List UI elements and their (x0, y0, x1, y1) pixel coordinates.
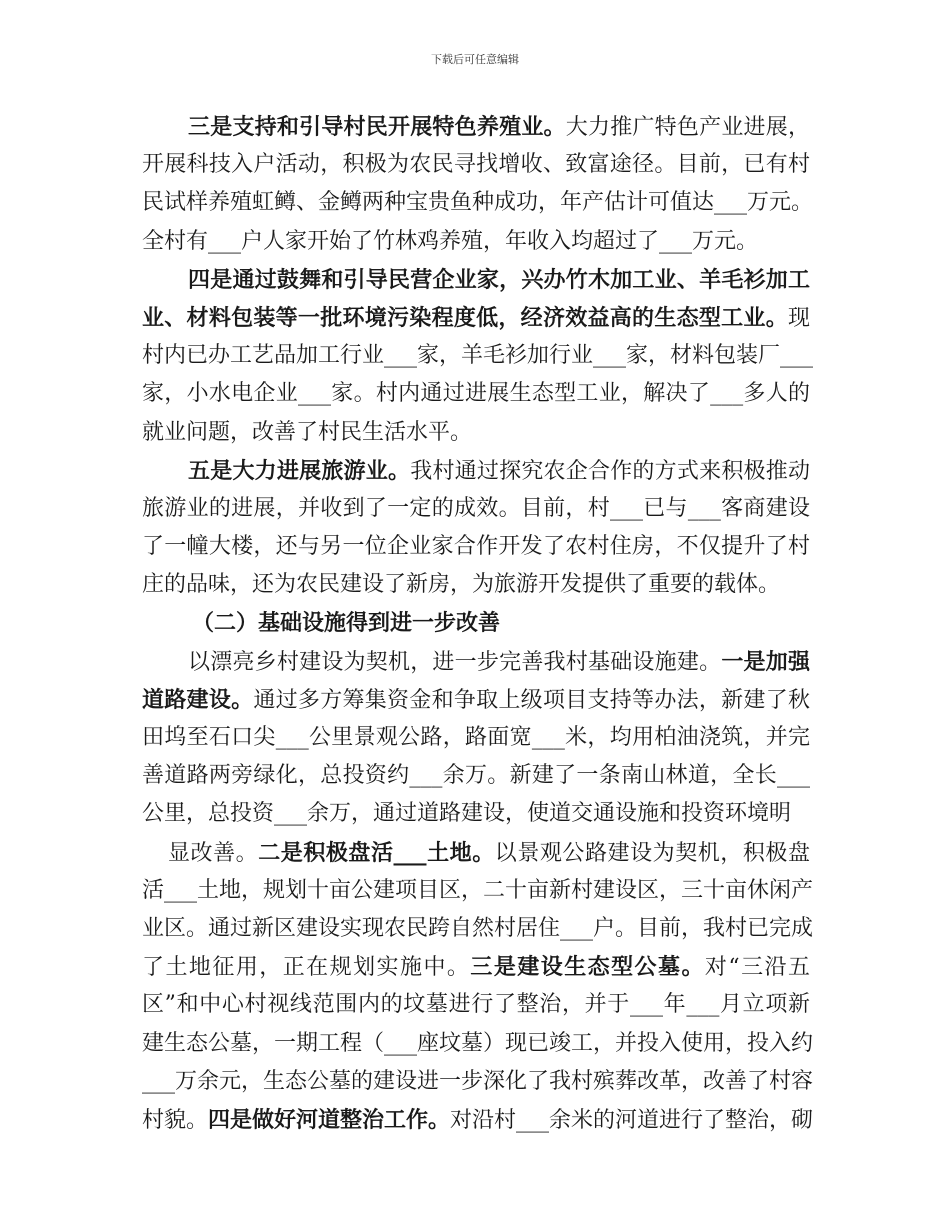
text-line (142, 566, 810, 604)
paragraph (142, 834, 814, 1140)
text-line (142, 414, 810, 452)
text-line (142, 1101, 814, 1139)
text-run: 现 (787, 305, 810, 331)
text-line (142, 490, 810, 528)
text-run: ___万余元，生态公墓的建设进一步深化了我村殡葬改革，改善了村容 (142, 1068, 814, 1094)
text-run: 建生态公墓，一期工程（___座坟墓）现已竣工，并投入使用，投入约 (142, 1030, 814, 1056)
text-run: 家，小水电企业___家。村内通过进展生态型工业，解决了___多人的 (142, 381, 810, 407)
paragraph (142, 643, 810, 834)
text-line (142, 643, 810, 681)
bold-text: 业、材料包装等一批环境污染程度低，经济效益高的生态型工业。 (142, 304, 788, 331)
bold-text: 道路建设。 (142, 686, 254, 713)
text-line (142, 872, 814, 910)
text-line (142, 184, 814, 222)
text-line (142, 948, 810, 986)
text-run: 通过多方筹集资金和争取上级项目支持等办法，新建了秋 (253, 687, 810, 713)
text-run: 对“三沿五 (704, 955, 810, 981)
text-line (142, 834, 810, 872)
text-run: 活___土地，规划十亩公建项目区，二十亩新村建设区，三十亩休闲产 (142, 877, 814, 903)
text-line (142, 986, 810, 1024)
bold-text: 四是做好河道整治工作。 (208, 1106, 451, 1133)
bold-text: 三是建设生态型公墓。 (470, 954, 705, 981)
text-line (142, 719, 810, 757)
text-line (142, 757, 810, 795)
text-line (142, 337, 814, 375)
text-run: 开展科技入户活动，积极为农民寻找增收、致富途径。目前，已有村 (142, 152, 810, 178)
paragraph (142, 261, 814, 452)
text-line (142, 108, 810, 146)
bold-text: 三是支持和引导村民开展特色养殖业。 (188, 114, 566, 140)
text-line (142, 795, 810, 833)
bold-text: 一是加强 (721, 648, 810, 675)
text-line (142, 528, 810, 566)
text-line (142, 223, 810, 261)
bold-text: 五是大力进展旅游业。 (188, 457, 411, 484)
text-run: 旅游业的进展，并收到了一定的成效。目前，村___已与___客商建设 (142, 495, 810, 521)
text-run: 善道路两旁绿化，总投资约___余万。新建了一条南山林道，全长___ (142, 763, 810, 789)
text-line (142, 910, 814, 948)
text-run: 就业问题，改善了村民生活水平。 (142, 419, 473, 445)
text-line (142, 1063, 814, 1101)
page-header: 下载后可任意编辑 (431, 53, 519, 66)
text-run: 显改善。 (168, 840, 259, 866)
text-line (142, 681, 810, 719)
text-run: 田坞至石口尖___公里景观公路，路面宽___米，均用柏油浇筑，并完 (142, 725, 810, 750)
text-run: 了一幢大楼，还与另一位企业家合作开发了农村住房，不仅提升了村 (142, 534, 810, 560)
text-run: 大力推广特色产业进展， (565, 115, 810, 140)
text-run: 庄的品味，还为农民建设了新房，为旅游开发提供了重要的载体。 (142, 572, 781, 598)
text-line (142, 261, 810, 299)
text-run: 以景观公路建设为契机，积极盘 (494, 840, 810, 866)
text-run: 对沿村___余米的河道进行了整治，砌 (450, 1107, 814, 1133)
text-run: 业区。通过新区建设实现农民跨自然村居住___户。目前，我村已完成 (142, 915, 814, 941)
text-run: 民试样养殖虹鳟、金鳟两种宝贵鱼种成功，年产估计可值达___万元。 (142, 190, 814, 216)
text-run: 村貌。 (142, 1107, 209, 1133)
bold-text: 四是通过鼓舞和引导民营企业家，兴办竹木加工业、羊毛衫加工 (188, 266, 810, 293)
document-body (142, 108, 814, 1139)
text-run: 公里，总投资___余万，通过道路建设，使道交通设施和投资环境明 (142, 801, 792, 827)
paragraph (142, 452, 810, 605)
text-line (142, 299, 810, 337)
text-run: 全村有___户人家开始了竹林鸡养殖，年收入均超过了___万元。 (142, 228, 759, 254)
text-line (142, 375, 810, 413)
bold-text: 二是积极盘活___土地。 (258, 839, 495, 866)
text-run: 区”和中心村视线范围内的坟墓进行了整治，并于___年___月立项新 (142, 992, 810, 1018)
text-run: 了土地征用，正在规划实施中。 (142, 955, 471, 981)
text-run: 以漂亮乡村建设为契机，进一步完善我村基础设施建。 (188, 649, 722, 675)
paragraph (142, 108, 814, 261)
text-run: 村内已办工艺品加工行业___家，羊毛衫加行业___家，材料包装厂___ (142, 343, 814, 369)
text-line (142, 146, 810, 184)
section-heading: （二）基础设施得到进一步改善 (192, 610, 501, 637)
text-line (142, 1025, 814, 1063)
text-line (142, 452, 810, 490)
text-run: 我村通过探究农企合作的方式来积极推动 (410, 458, 810, 484)
